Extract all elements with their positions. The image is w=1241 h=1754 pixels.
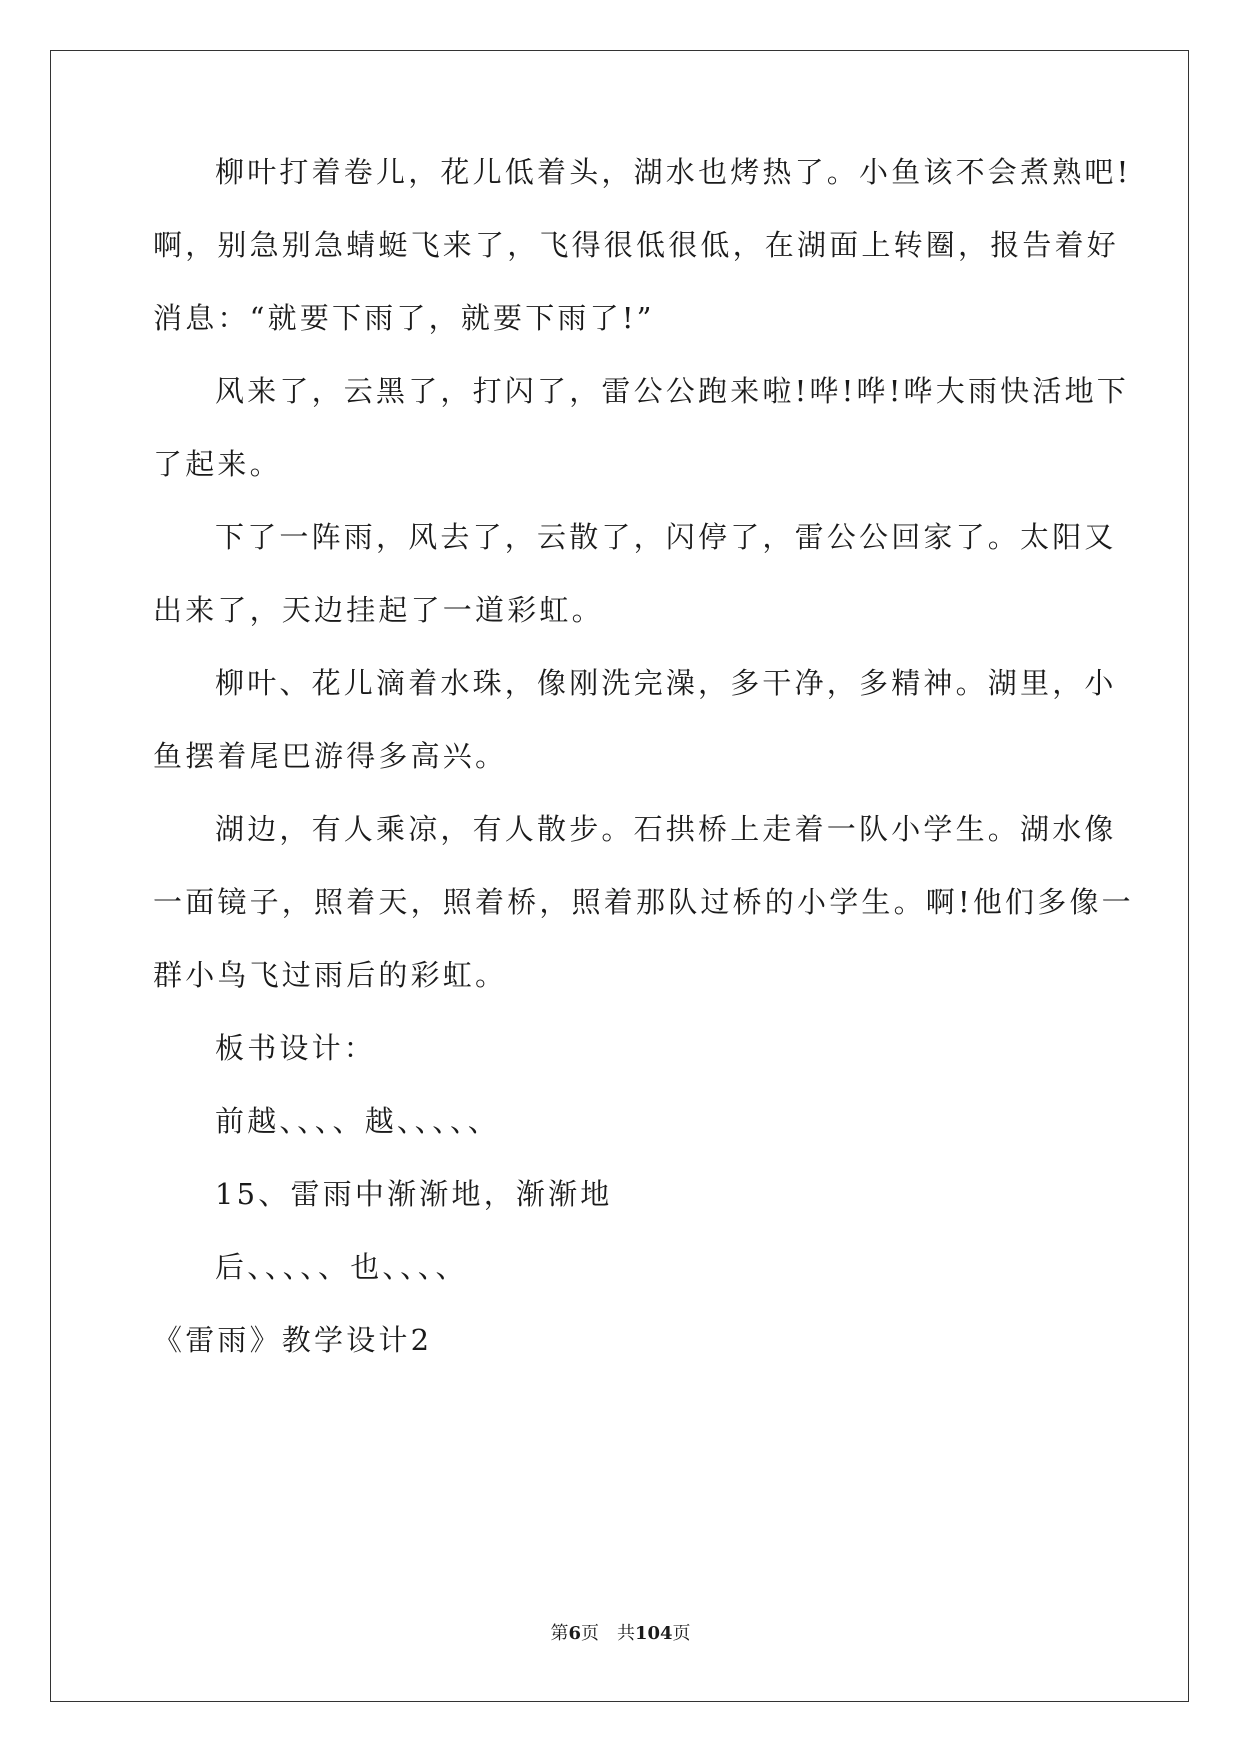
total-page-count: 104 <box>634 1623 673 1644</box>
paragraph-line: 柳叶、花儿滴着水珠，像刚洗完澡，多干净，多精神。湖里，小 <box>215 666 1117 700</box>
paragraph-line: 鱼摆着尾巴游得多高兴。 <box>153 739 508 773</box>
paragraph-line: 下了一阵雨，风去了，云散了，闪停了，雷公公回家了。太阳又 <box>215 520 1117 554</box>
blackboard-line: 后、、、、、也、、、、 <box>215 1250 468 1284</box>
footer-suffix: 页 <box>672 1623 691 1644</box>
blackboard-line: 前越、、、、越、、、、、 <box>215 1104 500 1138</box>
paragraph-line: 一面镜子，照着天，照着桥，照着那队过桥的小学生。啊!他们多像一 <box>153 885 1134 919</box>
paragraph-line: 群小鸟飞过雨后的彩虹。 <box>153 958 508 992</box>
page-footer <box>0 1622 1241 1646</box>
paragraph-line: 了起来。 <box>153 447 282 481</box>
current-page-number: 6 <box>568 1623 581 1644</box>
paragraph-line: 风来了，云黑了，打闪了，雷公公跑来啦!哗!哗!哗大雨快活地下 <box>215 374 1129 408</box>
paragraph-line: 柳叶打着卷儿，花儿低着头，湖水也烤热了。小鱼该不会煮熟吧! <box>215 155 1132 189</box>
section-title: 《雷雨》教学设计2 <box>153 1323 433 1357</box>
blackboard-line: 15、雷雨中渐渐地，渐渐地 <box>215 1177 613 1211</box>
paragraph-line: 出来了，天边挂起了一道彩虹。 <box>153 593 604 627</box>
footer-prefix: 第 <box>550 1623 569 1644</box>
paragraph-line: 湖边，有人乘凉，有人散步。石拱桥上走着一队小学生。湖水像 <box>215 812 1117 846</box>
paragraph-line: 消息：“就要下雨了，就要下雨了!” <box>153 301 655 335</box>
paragraph-line: 啊，别急别急蜻蜓飞来了，飞得很低很低，在湖面上转圈，报告着好 <box>153 228 1120 262</box>
blackboard-design-heading: 板书设计： <box>215 1031 377 1065</box>
footer-middle: 页 共 <box>580 1623 635 1644</box>
